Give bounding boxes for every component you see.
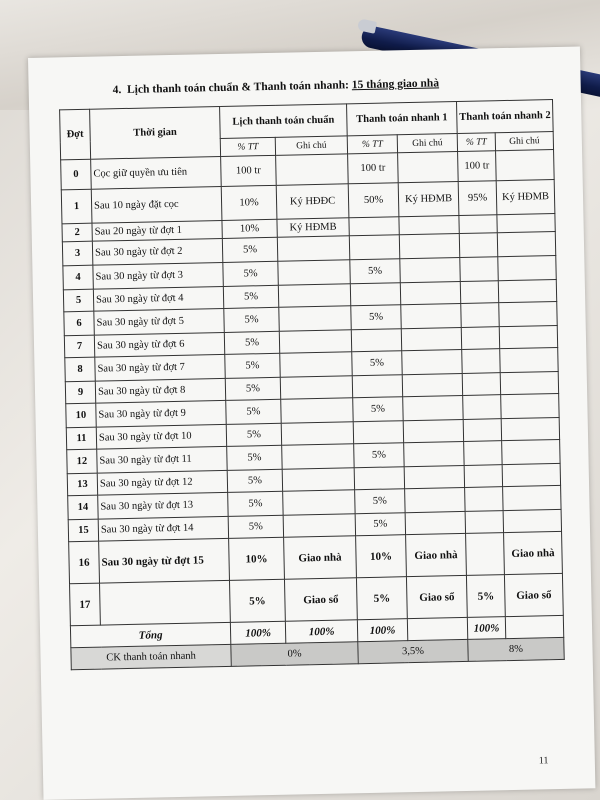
row-f1-pct: 5% [354,443,404,468]
row-time: Sau 30 ngày từ đợt 3 [93,262,223,289]
row-std-note [278,260,351,286]
row-f1-pct [350,283,400,306]
heading-underlined: 15 tháng giao nhà [351,77,440,92]
row-time: Sau 30 ngày từ đợt 15 [99,538,230,583]
row-std-note: Giao sổ [284,578,357,621]
col-thoi-gian: Thời gian [90,106,221,159]
row-f2-pct [460,257,498,282]
row-time: Sau 10 ngày đặt cọc [91,186,222,223]
row-f1-pct: 5% [355,489,405,514]
row-std-note [283,514,355,538]
row-f1-pct: 5% [356,577,407,620]
section-heading [113,77,440,96]
row-f2-pct: 100 tr [458,151,497,182]
col-plan-fast2: Thanh toán nhanh 2 [457,100,554,134]
row-dot: 8 [65,357,95,382]
row-f1-pct: 5% [350,259,400,284]
row-dot: 2 [62,223,92,242]
row-time: Sau 30 ngày từ đợt 4 [93,286,223,311]
row-f2-pct [465,487,503,512]
col-f1-pct: % TT [347,135,397,154]
document-page [28,46,595,799]
row-f1-pct: 100 tr [348,153,399,184]
row-f2-note [503,485,561,510]
row-f2-note [501,393,559,418]
row-f2-note [503,509,561,532]
discount-std: 0% [231,642,358,667]
row-std-note [276,154,349,186]
row-f1-note [403,419,463,442]
row-f1-note: Giao sổ [406,575,467,618]
row-dot: 14 [68,495,98,520]
row-std-pct: 5% [227,445,282,470]
row-f2-note [502,463,560,486]
payment-schedule-table [59,99,565,670]
row-time: Sau 30 ngày từ đợt 14 [98,516,228,541]
row-std-note [280,376,352,400]
row-f2-pct [465,511,503,534]
row-std-pct: 5% [229,579,285,622]
col-f1-note: Ghi chú [397,134,457,153]
row-time: Sau 20 ngày từ đợt 1 [92,220,222,241]
row-std-note [281,422,353,446]
row-f1-note [400,258,460,283]
row-f1-note [404,465,464,488]
row-time: Sau 30 ngày từ đợt 12 [97,470,227,495]
discount-f1: 3,5% [358,639,468,663]
row-f2-note [498,255,556,280]
col-plan-fast1: Thanh toán nhanh 1 [347,102,458,136]
row-f2-note [497,231,555,256]
page-number: 11 [538,755,549,767]
row-f2-pct [461,327,499,350]
row-dot: 6 [64,311,94,336]
row-f1-note [404,441,464,466]
row-std-pct: 5% [222,237,277,262]
row-f2-pct: 5% [466,575,505,618]
total-std-pct: 100% [230,621,285,644]
row-f1-pct [354,467,404,490]
row-std-note: Ký HĐĐC [276,184,349,220]
row-f2-note: Giao nhà [504,531,563,574]
row-time [100,580,231,625]
col-f2-pct: % TT [457,133,495,152]
row-time: Sau 30 ngày từ đợt 5 [94,308,224,335]
row-f1-note [400,281,460,304]
discount-f2: 8% [468,637,564,661]
row-dot: 12 [67,449,97,474]
row-f1-pct [352,375,402,398]
total-std-note: 100% [285,620,357,644]
row-std-note [281,398,354,424]
row-f1-pct [353,421,403,444]
row-f1-pct [349,217,399,236]
row-dot: 4 [63,265,93,290]
heading-number: 4. [112,84,122,97]
row-f2-pct [461,303,499,328]
row-time: Sau 30 ngày từ đợt 10 [96,424,226,449]
row-f2-pct [464,441,502,466]
row-time: Sau 30 ngày từ đợt 11 [97,446,227,473]
row-std-pct: 5% [223,285,278,308]
col-std-pct: % TT [220,137,275,156]
row-dot: 17 [70,583,101,626]
row-dot: 16 [69,541,100,584]
row-time: Sau 30 ngày từ đợt 2 [92,238,222,265]
row-f1-pct: 10% [356,535,407,578]
row-f1-note: Giao nhà [406,533,467,576]
row-f2-note [499,301,557,326]
row-f2-note: Giao sổ [504,573,563,616]
row-time: Sau 30 ngày từ đợt 13 [98,492,228,519]
row-f2-note [500,347,558,372]
row-time: Sau 30 ngày từ đợt 9 [96,400,226,427]
row-f2-note [497,213,555,232]
row-f1-pct: 5% [355,513,405,536]
row-f2-note [499,325,557,348]
row-std-pct: 5% [224,307,279,332]
row-std-pct: 5% [228,515,283,538]
row-f1-note [405,487,465,512]
row-f1-note [399,234,459,259]
row-std-pct: 5% [226,423,281,446]
row-f2-pct: 95% [458,181,497,216]
total-label: Tổng [70,622,230,647]
row-f1-note [405,511,465,534]
row-std-note [282,444,355,470]
row-f2-pct [460,281,498,304]
row-std-pct: 5% [223,261,278,286]
row-std-note [277,236,350,262]
row-std-pct: 5% [228,491,283,516]
row-std-pct: 10% [221,185,277,220]
row-f2-pct [459,215,497,234]
table-body [61,150,564,626]
total-f2-note [505,615,563,638]
row-dot: 11 [66,427,96,450]
row-time: Sau 30 ngày từ đợt 6 [94,332,224,357]
row-dot: 0 [61,159,92,190]
row-dot: 13 [67,473,97,496]
row-std-pct: 5% [225,377,280,400]
row-f1-note [402,373,462,396]
row-std-note [279,330,351,354]
row-f2-pct [463,395,501,420]
total-f1-pct: 100% [357,619,407,642]
row-dot: 10 [66,403,96,428]
row-time: Sau 30 ngày từ đợt 8 [95,378,225,403]
row-std-pct: 5% [225,353,280,378]
row-f2-note: Ký HĐMB [496,180,555,215]
col-plan-std: Lịch thanh toán chuẩn [220,104,348,139]
row-f1-pct: 5% [352,351,402,376]
row-f1-note [399,216,459,235]
row-f1-note [398,152,459,183]
row-dot: 1 [61,189,92,224]
row-f2-pct [463,419,501,442]
row-f2-pct [462,349,500,374]
row-time: Cọc giữ quyền ưu tiên [91,156,222,189]
row-f2-note [501,417,559,440]
row-f2-pct [462,373,500,396]
heading-title: Lịch thanh toán chuẩn & Thanh toán nhanh: [126,79,352,96]
col-dot: Đợt [60,109,91,160]
discount-label: CK thanh toán nhanh [71,644,231,669]
row-f1-pct [349,235,399,260]
row-dot: 3 [62,241,92,266]
row-std-pct: 10% [229,537,285,580]
row-std-pct: 5% [224,331,279,354]
row-dot: 5 [63,289,93,312]
row-f2-note [498,279,556,302]
row-f1-pct [351,329,401,352]
row-dot: 7 [64,335,94,358]
row-std-note: Giao nhà [284,536,357,579]
row-std-pct: 10% [222,219,277,238]
row-std-pct: 100 tr [221,155,277,186]
row-f2-note [500,371,558,394]
row-std-note [283,490,356,516]
row-dot: 9 [65,381,95,404]
row-f2-pct [466,533,505,576]
row-std-note: Ký HĐMB [277,218,349,238]
row-f1-note [402,349,462,374]
row-std-pct: 5% [227,469,282,492]
row-std-note [278,284,350,308]
row-f1-pct: 5% [353,397,403,422]
row-time: Sau 30 ngày từ đợt 7 [95,354,225,381]
row-f1-note [403,395,463,420]
row-f1-note [401,303,461,328]
row-f1-pct: 5% [351,305,401,330]
row-std-note [280,352,353,378]
total-f1-note [407,617,467,640]
row-f1-note: Ký HĐMB [398,182,459,217]
row-f2-note [502,439,560,464]
col-std-note: Ghi chú [275,136,347,156]
row-dot: 15 [68,519,98,542]
row-std-note [282,468,354,492]
row-f1-note [401,327,461,350]
row-f2-note [496,150,555,181]
row-f2-pct [459,233,497,258]
row-f1-pct: 50% [348,183,399,218]
row-f2-pct [464,465,502,488]
row-std-note [279,306,352,332]
row-std-pct: 5% [226,399,281,424]
total-f2-pct: 100% [467,617,505,640]
col-f2-note: Ghi chú [495,132,553,151]
